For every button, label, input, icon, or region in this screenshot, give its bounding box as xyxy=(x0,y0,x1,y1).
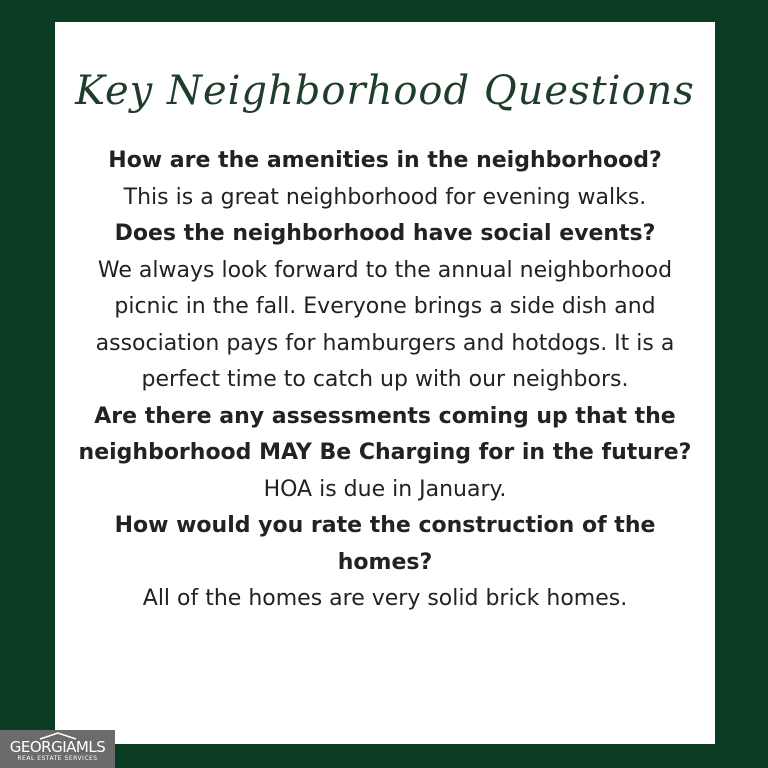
answer-assessments: HOA is due in January. xyxy=(263,476,507,502)
logo-subtext: REAL ESTATE SERVICES xyxy=(17,755,98,762)
question-assessments: Are there any assessments coming up that the neighborhood MAY Be Charging for in the future? xyxy=(78,403,692,465)
question-amenities: How are the amenities in the neighborhood? xyxy=(108,148,662,173)
logo-wordmark: GEORGIAMLS xyxy=(9,738,106,756)
page-title: Key Neighborhood Questions xyxy=(75,68,695,114)
question-social-events: Does the neighborhood have social events? xyxy=(114,221,656,246)
questions-card xyxy=(55,22,715,744)
answer-amenities: This is a great neighborhood for evening walks. xyxy=(123,184,647,210)
qa-list xyxy=(75,143,695,618)
roof-icon xyxy=(0,732,115,740)
answer-construction: All of the homes are very solid brick homes. xyxy=(142,586,628,611)
georgia-mls-logo xyxy=(0,730,115,768)
answer-social-events: We always look forward to the annual neighborhood picnic in the fall. Everyone brings a side dish and association pays for hamburgers and hotdogs. It is a perfect time to catch up with our neighbors. xyxy=(95,257,675,392)
question-construction: How would you rate the construction of the homes? xyxy=(114,513,656,575)
